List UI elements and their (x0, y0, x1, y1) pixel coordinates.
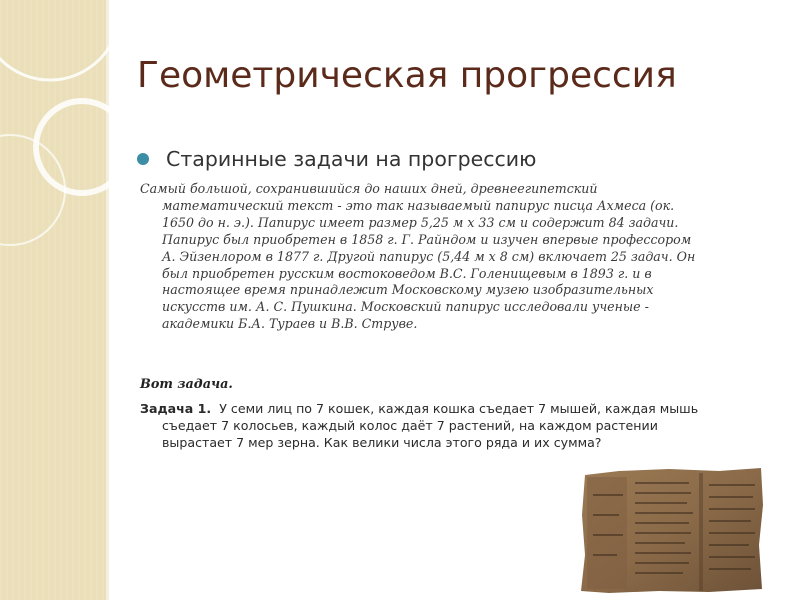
papyrus-image (579, 465, 765, 595)
slide-title: Геометрическая прогрессия (137, 55, 677, 96)
task-1 (140, 400, 707, 451)
decorative-circles-icon (0, 0, 130, 260)
task-text: У семи лиц по 7 кошек, каждая кошка съедает 7 мышей, каждая мышь съедает 7 колосьев, каждый колос даёт 7 растений, на каждом растении вырастает 7 мер зерна. Как велики числа этого ряда и их сумма? (162, 401, 699, 450)
history-paragraph: Самый большой, сохранившийся до наших дней, древнеегипетский математический текст - это так называемый папирус писца Ахмеса (ок. 1650 до н. э.). Папирус имеет размер 5,25 м х 33 см и содержит 84 задачи. Папирус был приобретен в 1858 г. Г. Райндом и изучен впервые профессором А. Эйзенлором в 1877 г. Другой папирус (5,44 м х 8 см) включает 25 задач. Он был приобретен русским востоковедом В.С. Голенищевым в 1893 г. и в настоящее время принадлежит Московскому музею изобразительных искусств им. А. С. Пушкина. Московский папирус исследовали ученые - академики Б.А. Тураев и В.В. Струве. (140, 181, 696, 332)
task-heading: Вот задача. (140, 377, 233, 392)
bullet-dot-icon (137, 153, 149, 165)
slide-subtitle: Старинные задачи на прогрессию (166, 147, 537, 171)
task-label: Задача 1. (140, 401, 212, 416)
